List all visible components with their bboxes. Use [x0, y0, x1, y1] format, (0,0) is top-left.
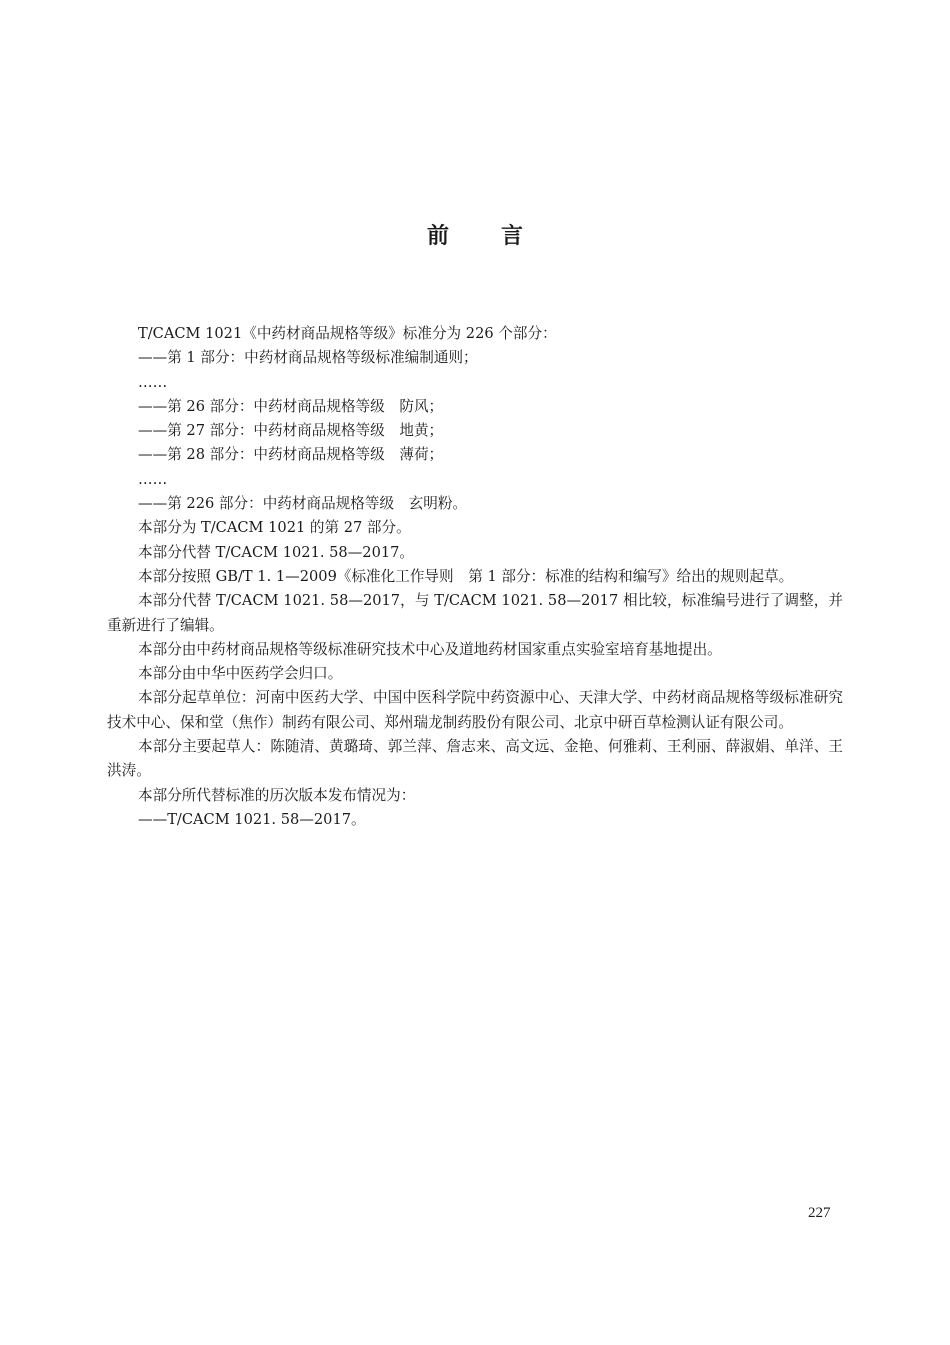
- paragraph-drafters: 本部分主要起草人：陈随清、黄璐琦、郭兰萍、詹志来、高文远、金艳、何雅莉、王利丽、薛淑娟、单洋、王洪涛。: [107, 738, 843, 780]
- list-item-part-27: ——第 27 部分：中药材商品规格等级 地黄；: [138, 422, 444, 440]
- title-char-1: 前: [426, 224, 449, 249]
- page-number: 227: [808, 1205, 831, 1221]
- paragraph-part-statement: 本部分为 T/CACM 1021 的第 27 部分。: [138, 519, 411, 537]
- list-item-history: ——T/CACM 1021. 58—2017。: [138, 810, 366, 828]
- title-char-2: 言: [501, 224, 524, 249]
- paragraph-changes: 本部分代替 T/CACM 1021. 58—2017，与 T/CACM 1021. 58—2017 相比较，标准编号进行了调整，并重新进行了编辑。: [107, 592, 843, 634]
- page-title: [0, 219, 950, 250]
- paragraph-drafting-rules: 本部分按照 GB/T 1. 1—2009《标准化工作导则 第 1 部分：标准的结构和编写》给出的规则起草。: [138, 567, 794, 585]
- ellipsis: ……: [138, 470, 168, 488]
- ellipsis: ……: [138, 373, 168, 391]
- list-item-part-1: ——第 1 部分：中药材商品规格等级标准编制通则；: [138, 349, 478, 367]
- paragraph-replaces: 本部分代替 T/CACM 1021. 58—2017。: [138, 543, 415, 561]
- list-item-part-28: ——第 28 部分：中药材商品规格等级 薄荷；: [138, 446, 444, 464]
- paragraph-history: 本部分所代替标准的历次版本发布情况为：: [138, 786, 416, 804]
- paragraph-drafting-units: 本部分起草单位：河南中医药大学、中国中医科学院中药资源中心、天津大学、中药材商品规格等级标准研究技术中心、保和堂（焦作）制药有限公司、郑州瑞龙制药股份有限公司、北京中研百草检测认证有限公司。: [107, 689, 843, 731]
- foreword-body: [107, 322, 843, 832]
- paragraph-intro: T/CACM 1021《中药材商品规格等级》标准分为 226 个部分：: [138, 325, 557, 342]
- list-item-part-226: ——第 226 部分：中药材商品规格等级 玄明粉。: [138, 495, 468, 513]
- paragraph-proposed-by: 本部分由中药材商品规格等级标准研究技术中心及道地药材国家重点实验室培育基地提出。: [138, 640, 722, 658]
- paragraph-managed-by: 本部分由中华中医药学会归口。: [138, 665, 343, 683]
- list-item-part-26: ——第 26 部分：中药材商品规格等级 防风；: [138, 397, 444, 415]
